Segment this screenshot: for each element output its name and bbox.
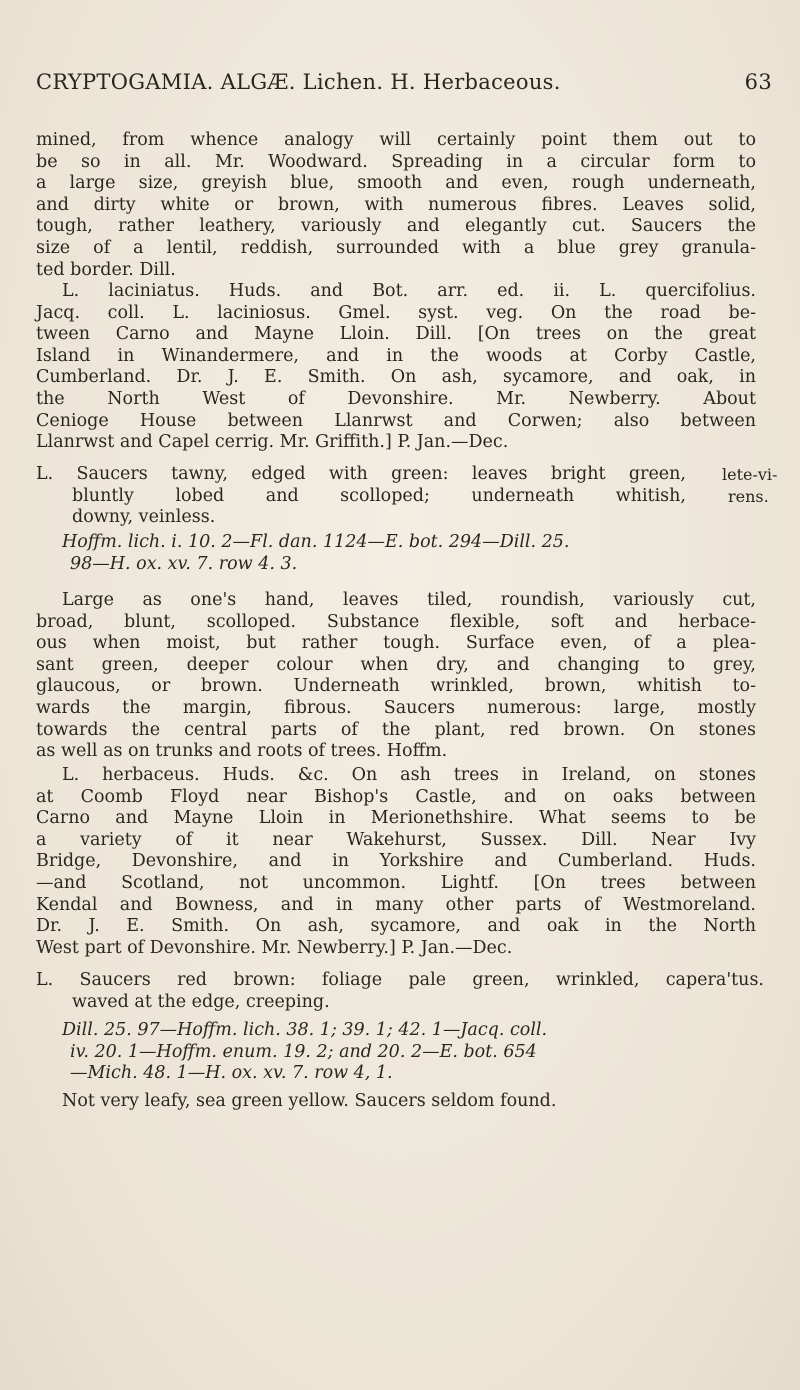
text-line: Llanrwst and Capel cerrig. Mr. Griffith.] P. Jan.—Dec. xyxy=(36,432,509,453)
text-line: a variety of it near Wakehurst, Sussex. Dill. Near Ivy xyxy=(36,829,756,850)
margin-species-name-1: lete-vi- xyxy=(722,465,778,484)
text-line: as well as on trunks and roots of trees. Hoffm. xyxy=(36,741,448,762)
text-line: Large as one's hand, leaves tiled, roundish, variously cut, xyxy=(62,590,756,610)
text-line: Island in Winandermere, and in the woods at Corby Castle, xyxy=(36,345,756,366)
margin-species-name-2: rens. xyxy=(728,487,769,506)
text-line: wards the margin, fibrous. Saucers numerous: large, mostly xyxy=(36,697,756,718)
text-line: Carno and Mayne Lloin in Merionethshire. What seems to be xyxy=(36,808,756,829)
text-line: sant green, deeper colour when dry, and changing to grey, xyxy=(36,654,756,675)
running-title: CRYPTOGAMIA. ALGÆ. Lichen. H. Herbaceous. xyxy=(36,70,561,94)
text-line: West part of Devonshire. Mr. Newberry.] P. Jan.—Dec. xyxy=(36,937,513,958)
text-line: Jacq. coll. L. laciniosus. Gmel. syst. veg. On the road be- xyxy=(36,302,756,323)
entry-line: waved at the edge, creeping. xyxy=(72,991,330,1012)
entry-line: downy, veinless. xyxy=(72,507,216,528)
reference-line: Hoffm. lich. i. 10. 2—Fl. dan. 1124—E. bot. 294—Dill. 25. xyxy=(62,532,570,552)
paragraph-laciniatus xyxy=(36,281,756,454)
entry-line: bluntly lobed and scolloped; underneath whitish, xyxy=(72,485,686,506)
reference-line: —Mich. 48. 1—H. ox. xv. 7. row 4, 1. xyxy=(70,1063,393,1084)
reference-line: 98—H. ox. xv. 7. row 4. 3. xyxy=(70,553,298,574)
reference-line: Dill. 25. 97—Hoffm. lich. 38. 1; 39. 1; 42. 1—Jacq. coll. xyxy=(62,1020,548,1040)
references-herbaceus xyxy=(36,532,756,575)
text-line: Dr. J. E. Smith. On ash, sycamore, and oak in the North xyxy=(36,916,756,937)
text-line: mined, from whence analogy will certainly point them out to xyxy=(36,130,756,150)
text-line: tough, rather leathery, variously and elegantly cut. Saucers the xyxy=(36,216,756,237)
text-line: —and Scotland, not uncommon. Lightf. [On trees between xyxy=(36,872,756,893)
text-line: Kendal and Bowness, and in many other parts of Westmoreland. xyxy=(36,894,756,915)
text-line: L. herbaceus. Huds. &c. On ash trees in Ireland, on stones xyxy=(62,765,756,785)
reference-line: iv. 20. 1—Hoffm. enum. 19. 2; and 20. 2—E. bot. 654 xyxy=(70,1041,537,1062)
text-line: glaucous, or brown. Underneath wrinkled, brown, whitish to- xyxy=(36,676,756,697)
text-line: Bridge, Devonshire, and in Yorkshire and Cumberland. Huds. xyxy=(36,851,756,872)
paragraph-habitats xyxy=(36,765,756,959)
entry-line: L. Saucers red brown: foliage pale green, wrinkled, capera'tus. xyxy=(36,970,764,990)
paragraph-description xyxy=(36,590,756,763)
entry-caperatus xyxy=(36,970,764,1013)
paragraph-intro xyxy=(36,130,756,281)
text-line: Not very leafy, sea green yellow. Saucers seldom found. xyxy=(62,1091,557,1111)
text-line: Cenioge House between Llanrwst and Corwen; also between xyxy=(36,410,756,431)
running-header xyxy=(36,70,772,110)
text-line: size of a lentil, reddish, surrounded with a blue grey granula- xyxy=(36,237,756,258)
text-line: ted border. Dill. xyxy=(36,259,176,280)
paragraph-final xyxy=(36,1091,756,1113)
text-line: a large size, greyish blue, smooth and even, rough underneath, xyxy=(36,173,756,194)
text-line: broad, blunt, scolloped. Substance flexible, soft and herbace- xyxy=(36,611,756,632)
text-line: tween Carno and Mayne Lloin. Dill. [On trees on the great xyxy=(36,324,756,345)
text-line: at Coomb Floyd near Bishop's Castle, and on oaks between xyxy=(36,786,756,807)
text-line: ous when moist, but rather tough. Surface even, of a plea- xyxy=(36,633,756,654)
text-line: Cumberland. Dr. J. E. Smith. On ash, sycamore, and oak, in xyxy=(36,367,756,388)
entry-line: L. Saucers tawny, edged with green: leaves bright green, xyxy=(36,464,686,484)
text-line: L. laciniatus. Huds. and Bot. arr. ed. ii. L. quercifolius. xyxy=(62,281,756,301)
text-line: towards the central parts of the plant, red brown. On stones xyxy=(36,719,756,740)
text-line: the North West of Devonshire. Mr. Newberry. About xyxy=(36,388,756,409)
text-line: be so in all. Mr. Woodward. Spreading in a circular form to xyxy=(36,151,756,172)
page-number: 63 xyxy=(744,70,772,94)
entry-herbaceus xyxy=(36,464,686,529)
references-caperatus xyxy=(36,1020,756,1085)
text-line: and dirty white or brown, with numerous fibres. Leaves solid, xyxy=(36,194,756,215)
